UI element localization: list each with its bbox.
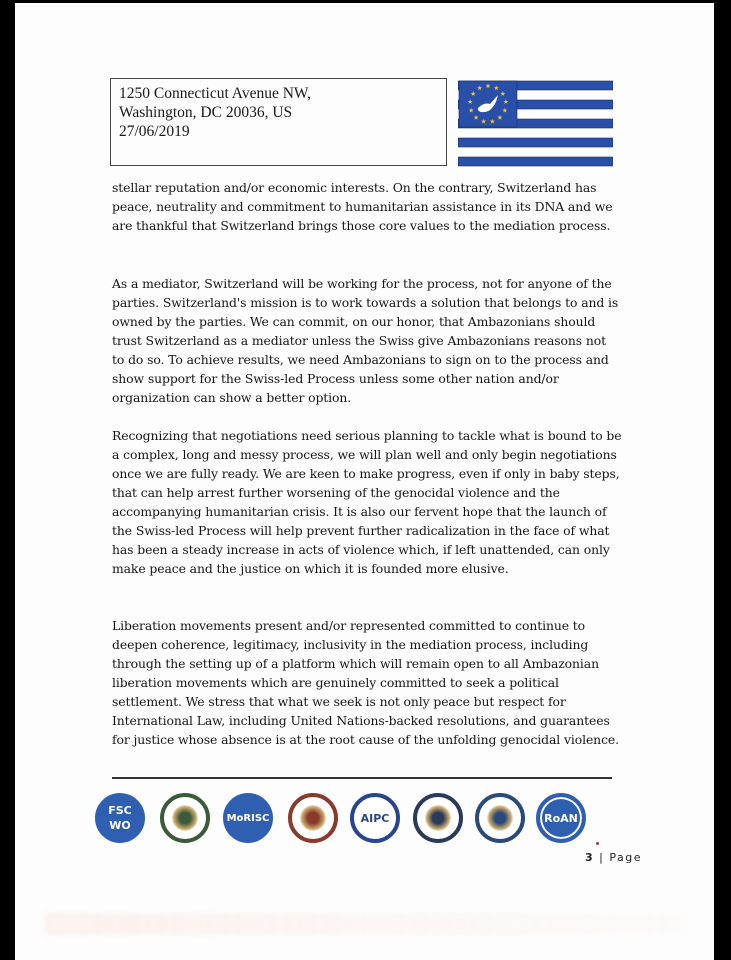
logo-roan <box>536 793 586 843</box>
logo-eagle-seal <box>288 793 338 843</box>
paragraph-2 <box>112 274 622 407</box>
address-line-city: Washington, DC 20036, US <box>119 104 293 121</box>
logo-text: RoAN <box>544 811 578 825</box>
paragraph-text: Recognizing that negotiations need serious planning to tackle what is bound to be a complex, long and messy process, we will plan well and only begin negotiations once we are fully ready. We are keen to make progress, even if only in baby steps, that can help arrest further worsening of the genocidal violence and the accompanying humanitarian crisis. It is also our fervent hope that the launch of the Swiss-led Process will help prevent further radicalization in the face of what has been a steady increase in acts of violence which, if left unattended, can only make peace and the justice on which it is founded more elusive. <box>112 428 622 576</box>
page-number <box>585 851 642 864</box>
paragraph-4 <box>112 616 622 749</box>
logo-label <box>227 811 270 826</box>
logo-text: MoRISC <box>226 812 270 824</box>
logo-emblem <box>425 805 451 831</box>
logo-seal-green <box>160 793 210 843</box>
logo-label <box>108 803 132 833</box>
ambazonia-flag-icon <box>458 80 613 173</box>
logo-label <box>361 811 390 826</box>
logo-text: FSC <box>108 804 132 817</box>
page-separator: | <box>594 851 610 864</box>
logo-aipc <box>350 793 400 843</box>
logo-emblem <box>300 805 326 831</box>
logo-emblem <box>487 805 513 831</box>
logo-text: WO <box>109 819 131 832</box>
paragraph-text: As a mediator, Switzerland will be working for the process, not for anyone of the parties. Switzerland's mission is to work towards a solution that belongs to and is owned by the parties. We can commit, on our honor, that Ambazonians should trust Switzerland as a mediator unless the Swiss give Ambazonians reasons not to do so. To achieve results, we need Ambazonians to sign on to the process and show support for the Swiss-led Process unless some other nation and/or organization can show a better option. <box>112 276 619 405</box>
document-date: 27/06/2019 <box>119 123 190 140</box>
logo-mountain-seal <box>413 793 463 843</box>
document-page <box>15 3 714 960</box>
address-box <box>110 78 447 166</box>
logo-label <box>544 811 578 826</box>
scan-artifact <box>45 913 685 935</box>
decorative-dot <box>596 842 599 845</box>
address-line-street: 1250 Connecticut Avenue NW, <box>119 85 311 102</box>
flag-stripe <box>458 157 613 166</box>
organization-logos <box>95 793 578 845</box>
paragraph-1 <box>112 178 622 235</box>
flag-stripe <box>458 138 613 147</box>
logo-text: AIPC <box>360 811 390 825</box>
paragraph-3 <box>112 426 622 578</box>
paragraph-text: stellar reputation and/or economic interests. On the contrary, Switzerland has peace, neutrality and commitment to humanitarian assistance in its DNA and we are thankful that Switzerland brings those core values to the mediation process. <box>112 180 613 233</box>
paragraph-text: Liberation movements present and/or represented committed to continue to deepen coherence, legitimacy, inclusivity in the mediation process, including through the setting up of a platform which will remain open to all Ambazonian liberation movements which are genuinely committed to seek a political settlement. We stress that what we seek is not only peace but respect for International Law, including United Nations-backed resolutions, and guarantees for justice whose absence is at the root cause of the unfolding genocidal violence. <box>112 618 619 747</box>
logo-fscwo <box>95 793 145 843</box>
page-label: Page <box>609 851 642 864</box>
logo-bird-seal <box>475 793 525 843</box>
footer-divider <box>112 777 612 779</box>
page-number-value: 3 <box>585 851 595 864</box>
logo-emblem <box>172 805 198 831</box>
logo-morisc <box>223 793 273 843</box>
